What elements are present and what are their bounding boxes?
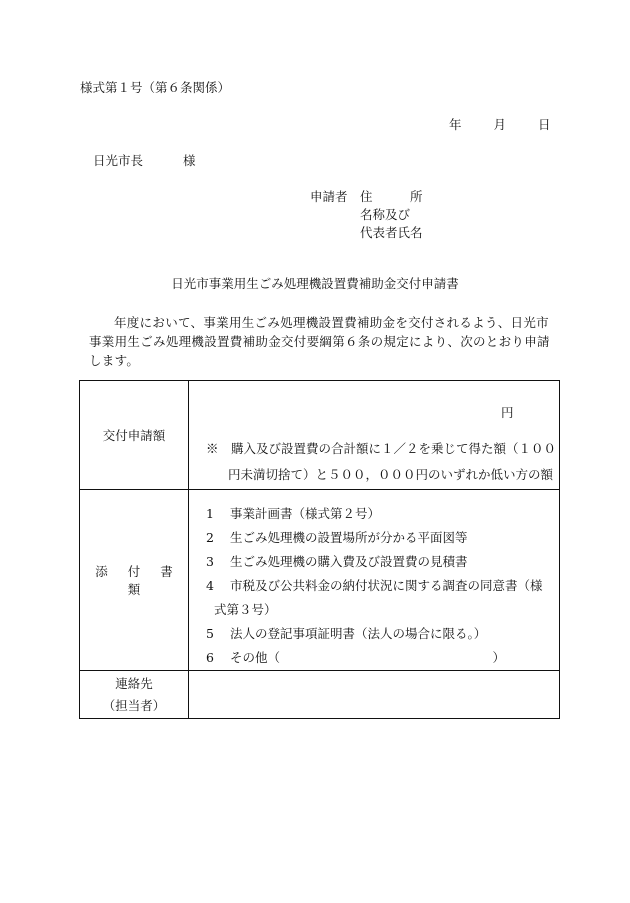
list-item: 5 法人の登記事項証明書（法人の場合に限る。） [206, 626, 487, 641]
attachments-label-char: 類 [127, 582, 141, 597]
intro-paragraph: 年度において、事業用生ごみ処理機設置費補助金を交付されるよう、日光市事業用生ごみ処理機設置費補助金交付要綱第６条の規定により、次のとおり申請します。 [89, 315, 550, 368]
addressee-honorific: 様 [183, 153, 196, 168]
amount-label: 交付申請額 [80, 381, 189, 490]
contact-row [80, 671, 560, 719]
amount-note-line2: 円未満切捨て）と５００，０００円のいずれか低い方の額 [228, 467, 554, 482]
amount-note-line1: ※ 購入及び設置費の合計額に１／２を乗じて得た額（１００ [206, 441, 557, 456]
date-day: 日 [538, 117, 551, 132]
application-table [79, 380, 560, 719]
applicant-name-label-2: 代表者氏名 [360, 225, 423, 240]
contact-label: 連絡先 （担当者） [80, 671, 189, 719]
list-item: 4 市税及び公共料金の納付状況に関する調査の同意書（様 [206, 578, 543, 593]
form-number: 様式第１号（第６条関係） [80, 80, 231, 95]
addressee-name: 日光市長 [93, 153, 144, 168]
yen-unit: 円 [501, 405, 514, 420]
amount-cell[interactable] [189, 381, 560, 490]
applicant-name-label-1: 名称及び [360, 207, 411, 222]
attachments-label-char: 付 [127, 564, 141, 579]
attachments-label [80, 490, 189, 671]
date-line [449, 119, 551, 132]
applicant-label: 申請者 [310, 189, 348, 204]
list-item: 3 生ごみ処理機の購入費及び設置費の見積書 [206, 554, 468, 569]
document-title: 日光市事業用生ごみ処理機設置費補助金交付申請書 [171, 276, 459, 291]
attachments-list [189, 490, 559, 670]
attachments-cell [189, 490, 560, 671]
attachments-label-char: 添 [95, 564, 108, 579]
date-month: 月 [493, 117, 507, 132]
attachments-row [80, 490, 560, 671]
attachments-label-char: 書 [160, 564, 173, 579]
contact-value-cell[interactable] [189, 671, 560, 719]
list-item: 2 生ごみ処理機の設置場所が分かる平面図等 [206, 530, 468, 545]
list-item-continuation: 式第３号） [214, 602, 277, 617]
date-year: 年 [449, 117, 462, 132]
applicant-address-label: 住 所 [360, 189, 423, 204]
list-item: 6 その他（ ） [206, 650, 506, 665]
list-item: 1 事業計画書（様式第２号） [206, 506, 381, 521]
amount-row [80, 381, 560, 490]
addressee [93, 155, 196, 168]
